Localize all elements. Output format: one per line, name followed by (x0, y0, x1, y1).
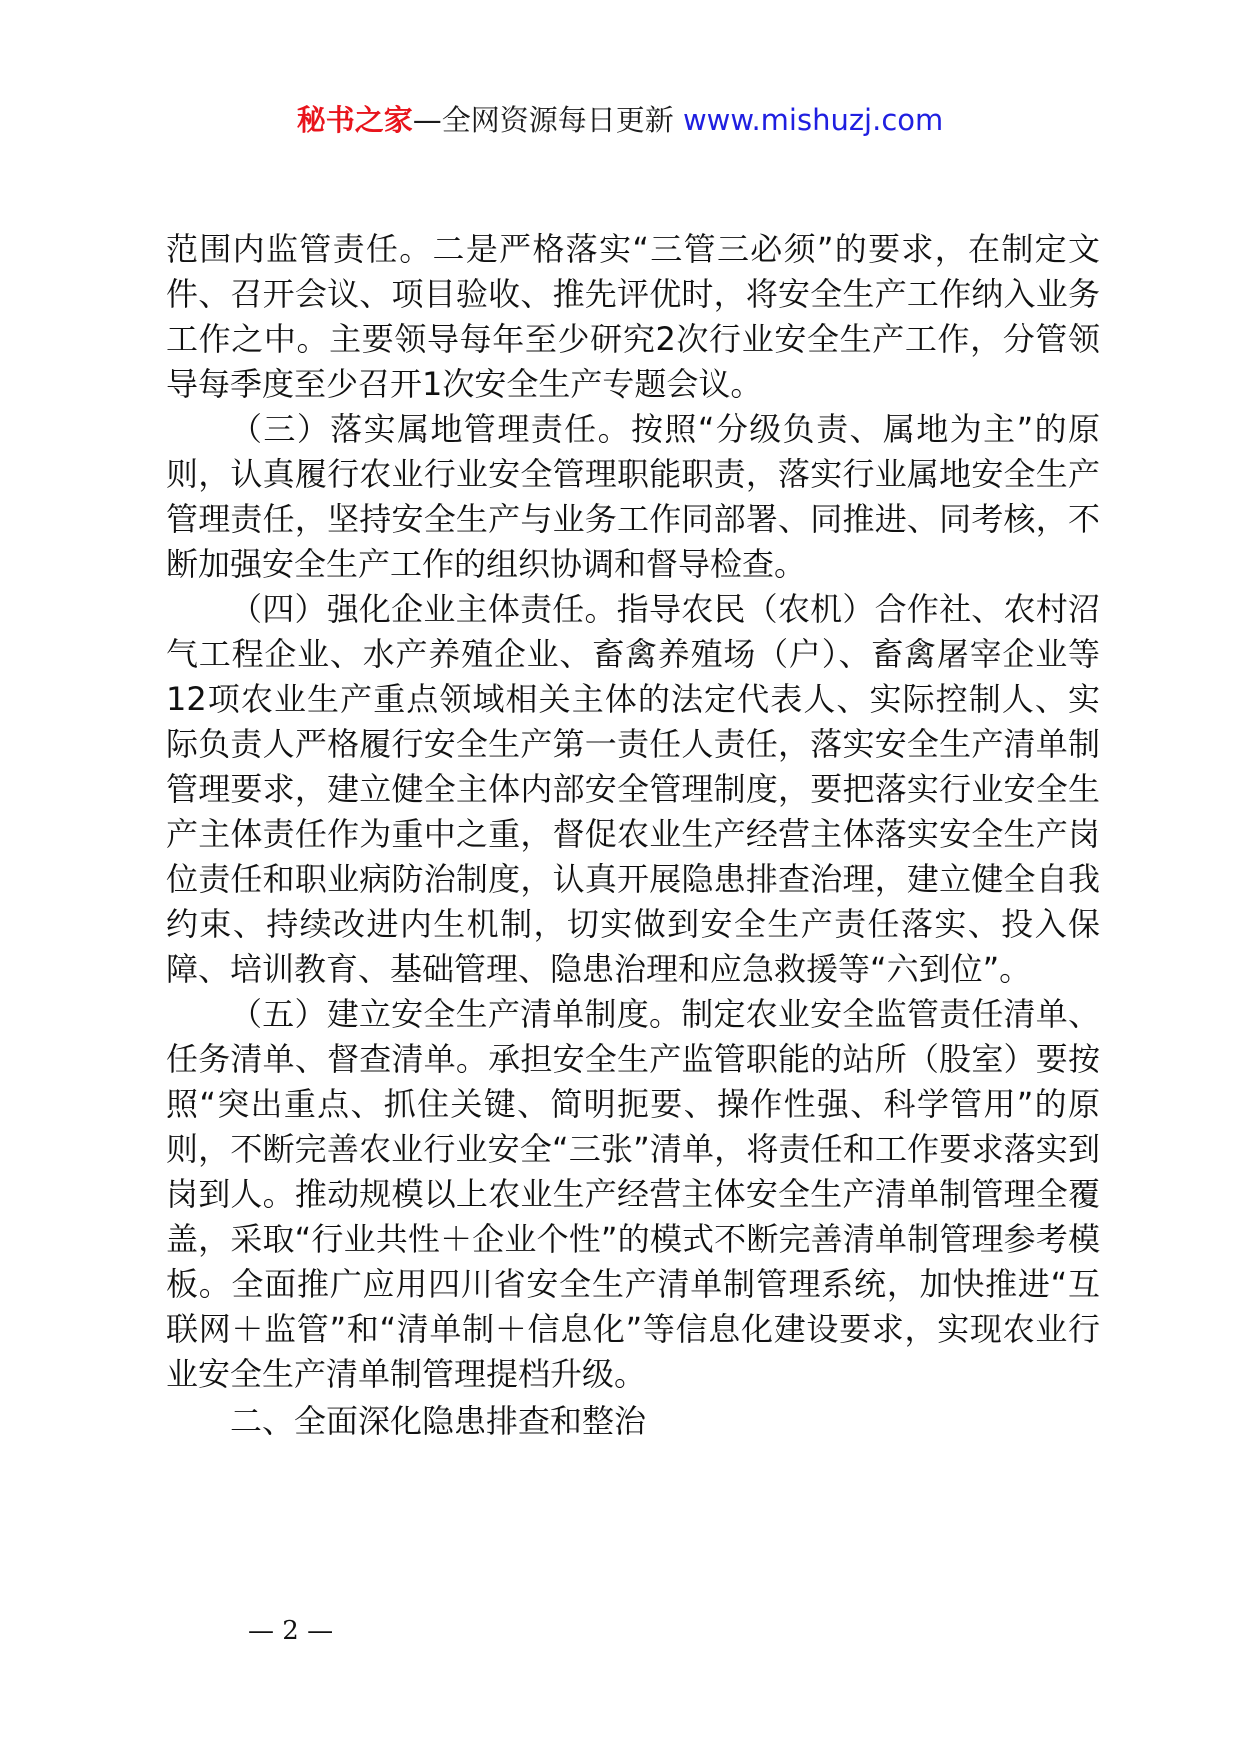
paragraph-continued: 范围内监管责任。二是严格落实“三管三必须”的要求，在制定文件、召开会议、项目验收、推先评优时，将安全生产工作纳入业务工作之中。主要领导每年至少研究2次行业安全生产工作，分管领导每季度至少召开1次安全生产专题会议。 (166, 230, 1100, 403)
document-body (166, 227, 1100, 1444)
paragraph-enterprise-responsibility: （四）强化企业主体责任。指导农民（农机）合作社、农村沼气工程企业、水产养殖企业、畜禽养殖场（户）、畜禽屠宰企业等12项农业生产重点领域相关主体的法定代表人、实际控制人、实际负责人严格履行安全生产第一责任人责任，落实安全生产清单制管理要求，建立健全主体内部安全管理制度，要把落实行业安全生产主体责任作为重中之重，督促农业生产经营主体落实安全生产岗位责任和职业病防治制度，认真开展隐患排查治理，建立健全自我约束、持续改进内生机制，切实做到安全生产责任落实、投入保障、培训教育、基础管理、隐患治理和应急救援等“六到位”。 (166, 590, 1100, 988)
paragraph-territorial-responsibility: （三）落实属地管理责任。按照“分级负责、属地为主”的原则，认真履行农业行业安全管理职能职责，落实行业属地安全生产管理责任，坚持安全生产与业务工作同部署、同推进、同考核，不断加强安全生产工作的组织协调和督导检查。 (166, 410, 1100, 583)
brand-name: 秘书之家 (296, 103, 413, 137)
paragraph-checklist-system: （五）建立安全生产清单制度。制定农业安全监管责任清单、任务清单、督查清单。承担安全生产监管职能的站所（股室）要按照“突出重点、抓住关键、简明扼要、操作性强、科学管用”的原则，不断完善农业行业安全“三张”清单，将责任和工作要求落实到岗到人。推动规模以上农业生产经营主体安全生产清单制管理全覆盖，采取“行业共性＋企业个性”的模式不断完善清单制管理参考模板。全面推广应用四川省安全生产清单制管理系统，加快推进“互联网＋监管”和“清单制＋信息化”等信息化建设要求，实现农业行业安全生产清单制管理提档升级。 (166, 995, 1100, 1393)
header-slogan: —全网资源每日更新 (412, 103, 683, 137)
site-url-link[interactable]: www.mishuzj.com (682, 103, 944, 137)
page-number: — 2 — (248, 1616, 334, 1646)
section-heading: 二、全面深化隐患排查和整治 (230, 1402, 647, 1440)
site-header (0, 100, 1240, 140)
